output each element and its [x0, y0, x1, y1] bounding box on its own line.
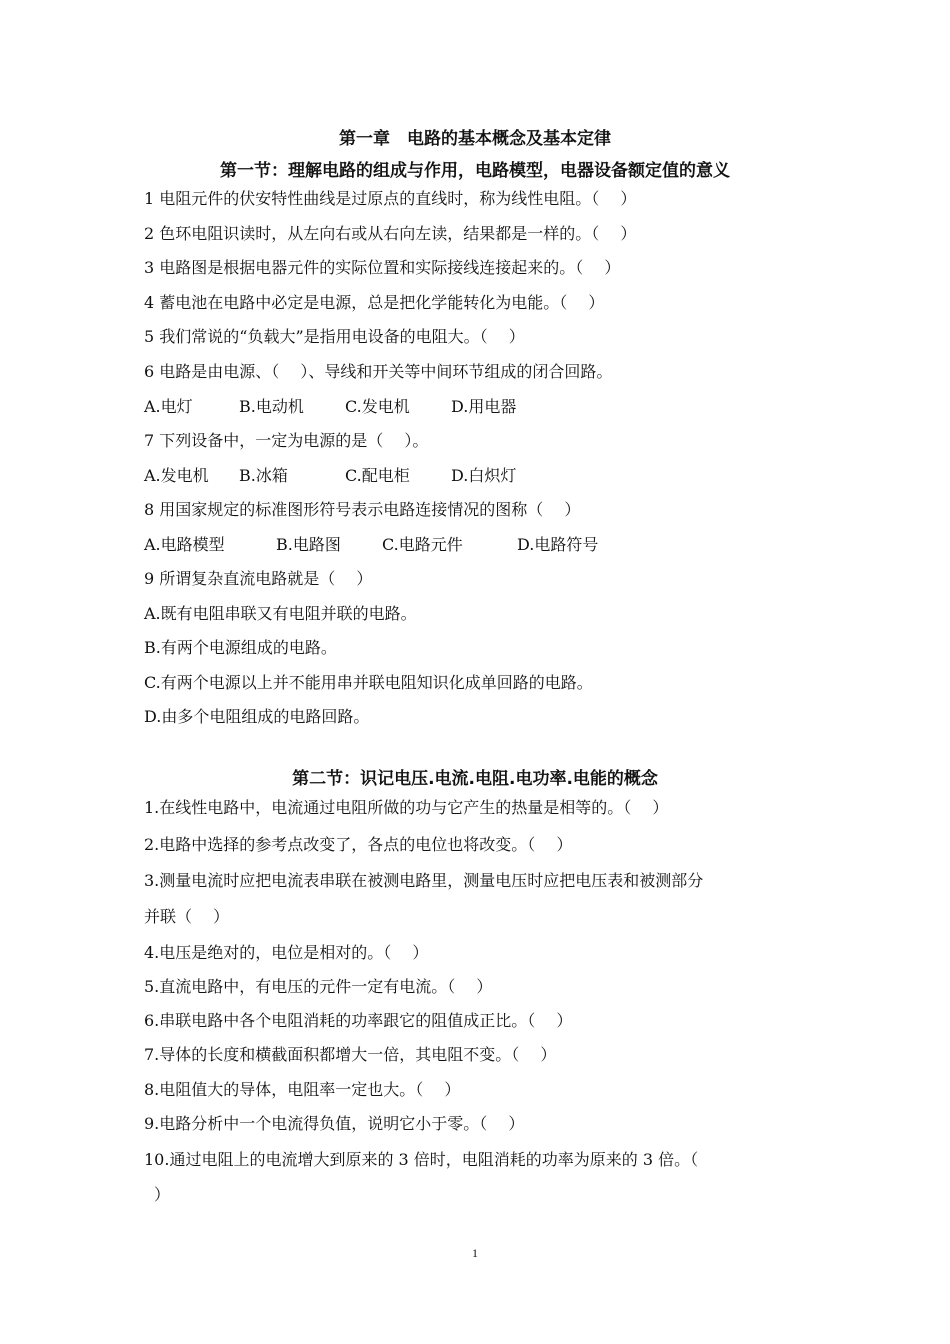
s2-question-10-line2: ） [154, 1185, 171, 1204]
option-b: B.电路图 [276, 535, 341, 554]
s1-question-2: 2 色环电阻识读时，从左向右或从右向左读，结果都是一样的。（ ） [144, 224, 637, 243]
s2-question-3-line1: 3.测量电流时应把电流表串联在被测电路里，测量电压时应把电压表和被测部分 [144, 871, 704, 890]
option-c: C.发电机 [345, 397, 410, 416]
s2-question-6: 6.串联电路中各个电阻消耗的功率跟它的阻值成正比。（ ） [144, 1011, 573, 1030]
s1-q7-options [144, 465, 814, 487]
option-c: C.配电柜 [345, 466, 410, 485]
option-d: D.用电器 [451, 397, 517, 416]
s2-question-8: 8.电阻值大的导体，电阻率一定也大。（ ） [144, 1080, 461, 1099]
s1-q9-option-a: A.既有电阻串联又有电阻并联的电路。 [144, 604, 417, 623]
s2-question-9: 9.电路分析中一个电流得负值，说明它小于零。（ ） [144, 1114, 525, 1133]
s1-q9-option-d: D.由多个电阻组成的电路回路。 [144, 707, 370, 726]
s1-question-5: 5 我们常说的“负载大”是指用电设备的电阻大。（ ） [144, 327, 525, 346]
s1-question-4: 4 蓄电池在电路中必定是电源，总是把化学能转化为电能。（ ） [144, 293, 605, 312]
s1-q8-options [144, 534, 814, 556]
s1-question-6: 6 电路是由电源、（ ）、导线和开关等中间环节组成的闭合回路。 [144, 362, 613, 381]
option-a: A.电路模型 [144, 535, 225, 554]
section2-title: 第二节：识记电压.电流.电阻.电功率.电能的概念 [292, 769, 658, 789]
option-d: D.电路符号 [517, 535, 599, 554]
s1-question-7: 7 下列设备中，一定为电源的是（ ）。 [144, 431, 429, 450]
option-a: A.电灯 [144, 397, 193, 416]
section1-title: 第一节：理解电路的组成与作用，电路模型，电器设备额定值的意义 [220, 161, 730, 181]
s1-q9-option-c: C.有两个电源以上并不能用串并联电阻知识化成单回路的电路。 [144, 673, 593, 692]
s1-question-3: 3 电路图是根据电器元件的实际位置和实际接线连接起来的。（ ） [144, 258, 621, 277]
s1-question-1: 1 电阻元件的伏安特性曲线是过原点的直线时，称为线性电阻。（ ） [144, 189, 637, 208]
s1-q6-options [144, 396, 814, 418]
option-c: C.电路元件 [382, 535, 463, 554]
chapter-title: 第一章 电路的基本概念及基本定律 [339, 129, 611, 149]
s2-question-5: 5.直流电路中，有电压的元件一定有电流。（ ） [144, 977, 493, 996]
option-a: A.发电机 [144, 466, 209, 485]
s2-question-7: 7.导体的长度和横截面积都增大一倍，其电阻不变。（ ） [144, 1045, 557, 1064]
option-b: B.电动机 [239, 397, 304, 416]
option-b: B.冰箱 [239, 466, 288, 485]
s2-question-1: 1.在线性电路中，电流通过电阻所做的功与它产生的热量是相等的。（ ） [144, 798, 669, 817]
s2-question-10-line1: 10.通过电阻上的电流增大到原来的 3 倍时，电阻消耗的功率为原来的 3 倍。（ [144, 1150, 699, 1169]
s1-question-8: 8 用国家规定的标准图形符号表示电路连接情况的图称（ ） [144, 500, 581, 519]
s1-question-9: 9 所谓复杂直流电路就是（ ） [144, 569, 373, 588]
s2-question-3-line2: 并联（ ） [144, 907, 230, 926]
s2-question-4: 4.电压是绝对的，电位是相对的。（ ） [144, 943, 429, 962]
s2-question-2: 2.电路中选择的参考点改变了，各点的电位也将改变。（ ） [144, 835, 573, 854]
s1-q9-option-b: B.有两个电源组成的电路。 [144, 638, 337, 657]
option-d: D.白炽灯 [451, 466, 517, 485]
page-number: 1 [472, 1246, 478, 1260]
